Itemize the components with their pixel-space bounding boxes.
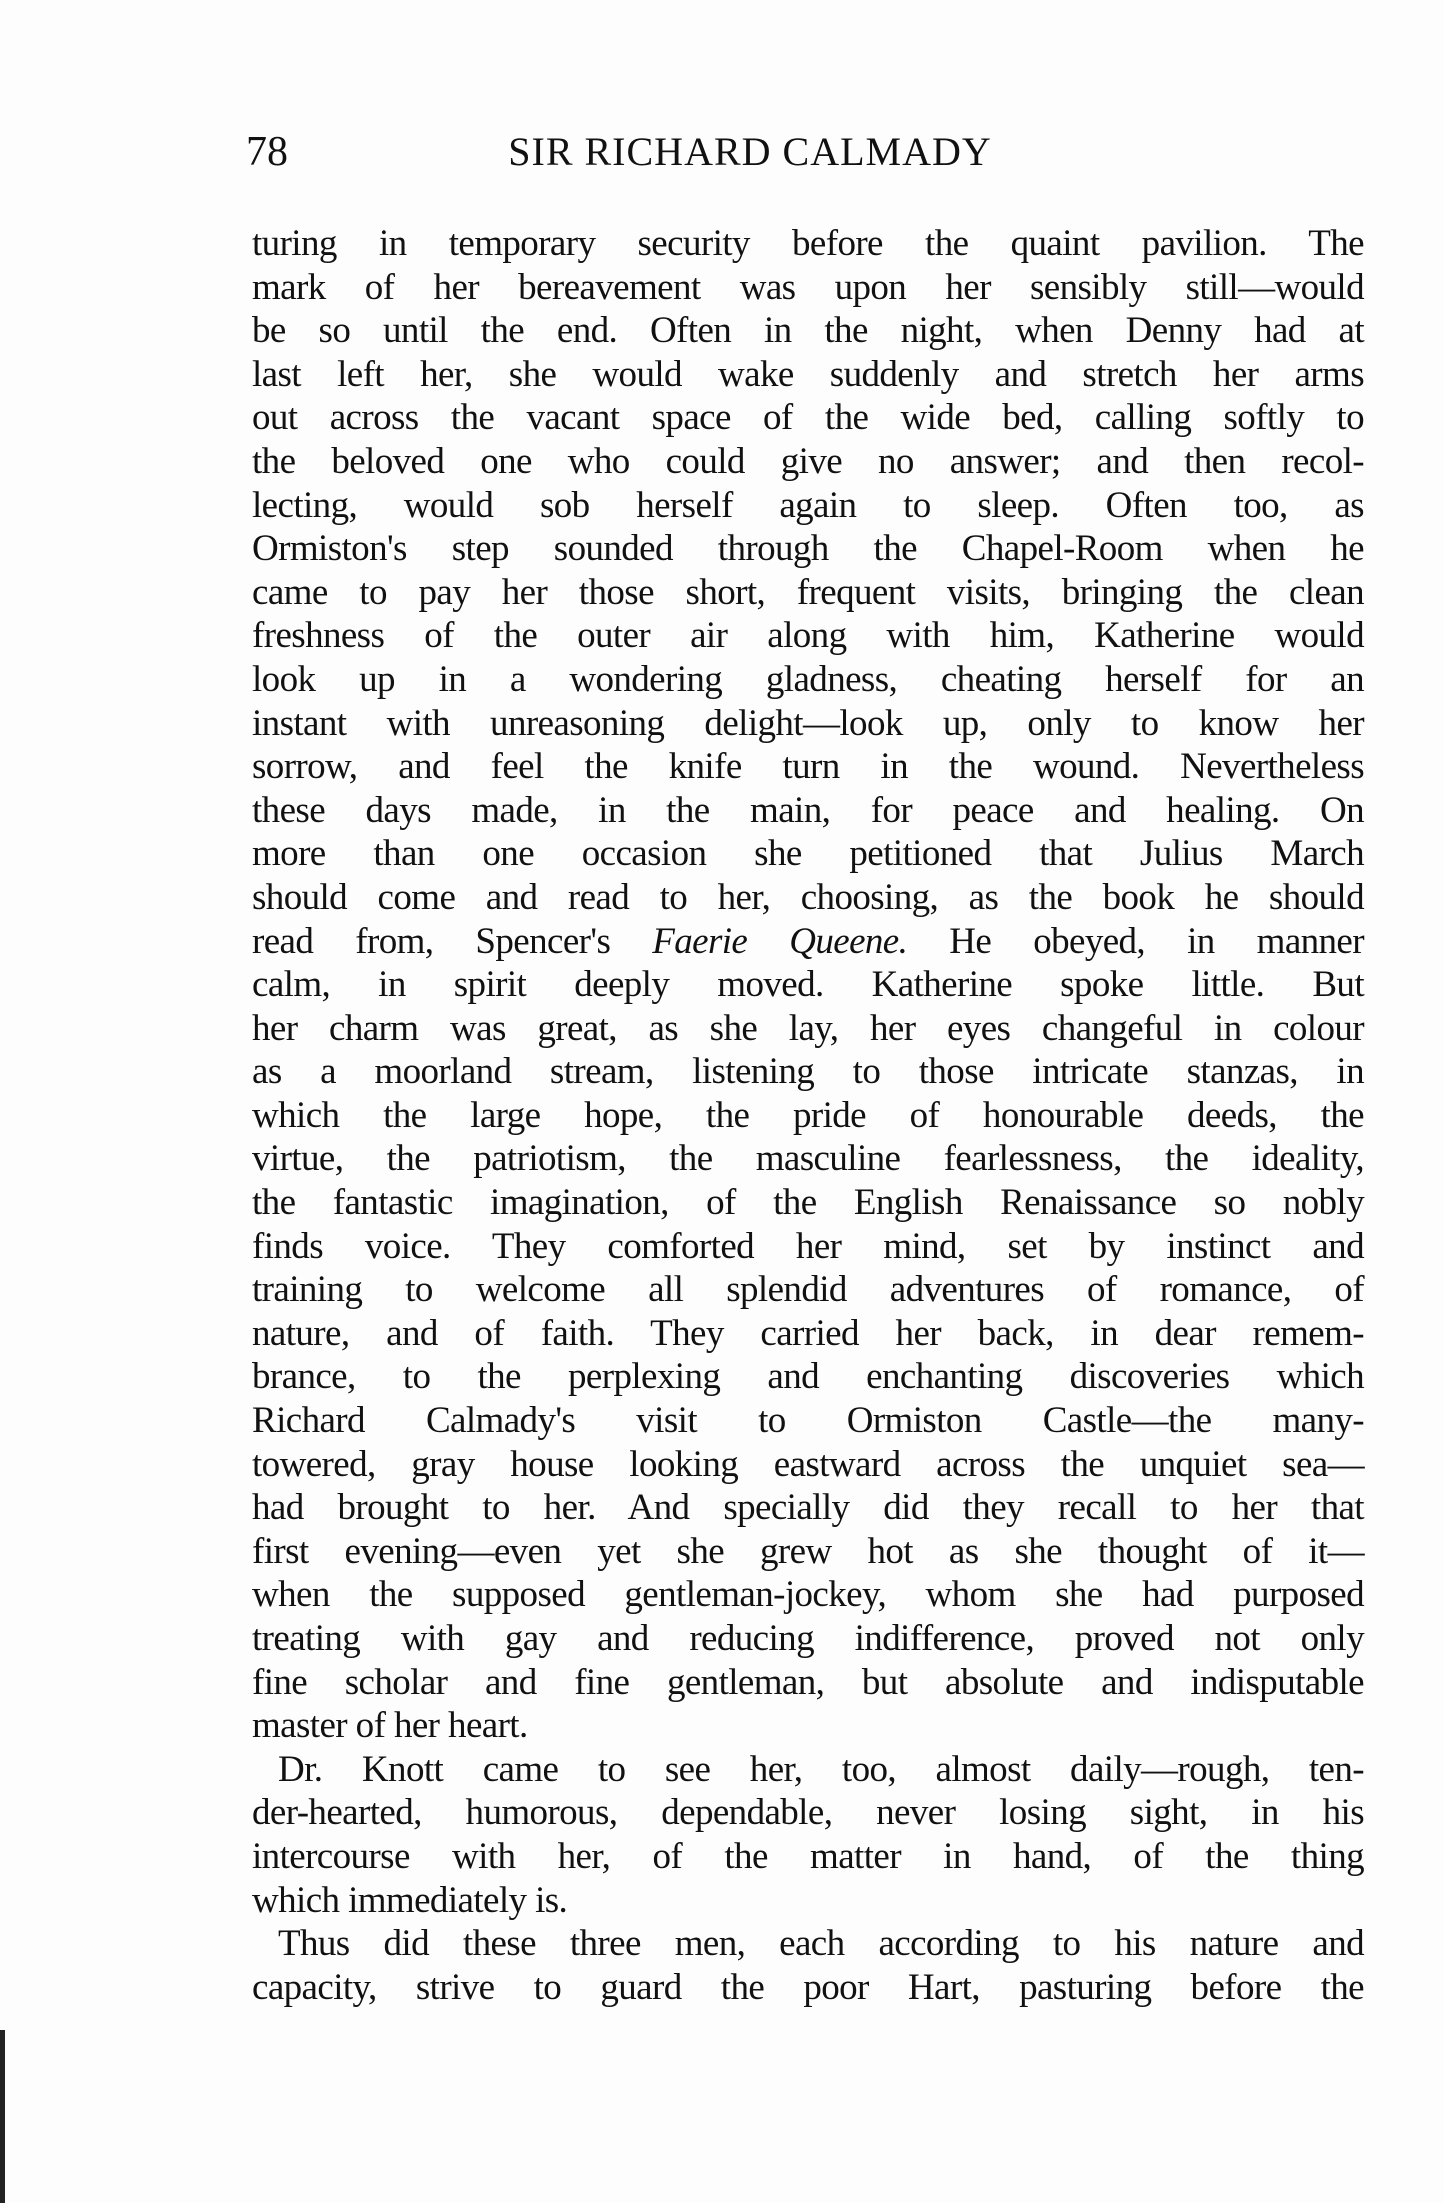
text-line: mark of her bereavement was upon her sensibly still—would [252, 266, 1364, 308]
text-line: calm, in spirit deeply moved. Katherine spoke little. But [252, 964, 1364, 1006]
text-line: her charm was great, as she lay, her eyes changeful in colour [252, 1007, 1364, 1049]
text-line: Ormiston's step sounded through the Chapel-Room when he [252, 528, 1364, 570]
page-number: 78 [246, 129, 288, 175]
text-line: which immediately is. [252, 1879, 568, 1921]
text-line: first evening—even yet she grew hot as she thought of it— [252, 1530, 1364, 1572]
text-line: instant with unreasoning delight—look up, only to know her [252, 702, 1364, 744]
text-line: which the large hope, the pride of honourable deeds, the [252, 1094, 1364, 1136]
text-line: should come and read to her, choosing, as the book he should [252, 876, 1364, 918]
text-line: lecting, would sob herself again to sleep. Often too, as [252, 484, 1364, 526]
text-line: brance, to the perplexing and enchanting discoveries which [252, 1356, 1364, 1398]
text-line: came to pay her those short, frequent visits, bringing the clean [252, 571, 1364, 613]
text-segment: He obeyed, in manner [907, 920, 1364, 962]
text-line: the fantastic imagination, of the English Renaissance so nobly [252, 1182, 1364, 1224]
text-line: virtue, the patriotism, the masculine fearlessness, the ideality, [252, 1138, 1364, 1180]
text-line: when the supposed gentleman-jockey, whom she had purposed [252, 1574, 1364, 1616]
text-line: towered, gray house looking eastward across the unquiet sea— [252, 1443, 1364, 1485]
text-line: freshness of the outer air along with him, Katherine would [252, 615, 1364, 657]
text-line: look up in a wondering gladness, cheating herself for an [252, 658, 1364, 700]
text-line: as a moorland stream, listening to those intricate stanzas, in [252, 1051, 1364, 1093]
text-line: be so until the end. Often in the night, when Denny had at [252, 310, 1364, 352]
text-line: capacity, strive to guard the poor Hart, pasturing before the [252, 1966, 1364, 2008]
text-line: the beloved one who could give no answer; and then recol- [252, 440, 1364, 482]
text-line: Dr. Knott came to see her, too, almost daily—rough, ten- [278, 1748, 1364, 1790]
text-line: intercourse with her, of the matter in hand, of the thing [252, 1835, 1364, 1877]
running-title: SIR RICHARD CALMADY [508, 129, 992, 174]
text-line: master of her heart. [252, 1705, 528, 1747]
text-line: these days made, in the main, for peace and healing. On [252, 789, 1364, 831]
text-line: nature, and of faith. They carried her back, in dear remem- [252, 1312, 1364, 1354]
text-line: finds voice. They comforted her mind, set by instinct and [252, 1225, 1364, 1267]
text-line: der-hearted, humorous, dependable, never losing sight, in his [252, 1792, 1364, 1834]
body-text [252, 222, 1364, 2009]
page-header [246, 128, 1364, 188]
text-line: treating with gay and reducing indifference, proved not only [252, 1618, 1364, 1659]
text-line [252, 920, 1364, 964]
book-title-italic: Faerie Queene. [652, 920, 908, 962]
text-line: Thus did these three men, each according to his nature and [278, 1923, 1364, 1965]
text-line: out across the vacant space of the wide bed, calling softly to [252, 397, 1364, 439]
text-line: had brought to her. And specially did they recall to her that [252, 1487, 1364, 1529]
text-line: sorrow, and feel the knife turn in the wound. Nevertheless [252, 746, 1364, 788]
text-line: training to welcome all splendid adventures of romance, of [252, 1269, 1364, 1311]
text-segment: read from, Spencer's [252, 920, 653, 962]
scan-edge [0, 2030, 5, 2203]
text-line: turing in temporary security before the quaint pavilion. The [252, 223, 1364, 264]
text-line: Richard Calmady's visit to Ormiston Castle—the many- [252, 1400, 1364, 1442]
text-line: fine scholar and fine gentleman, but absolute and indisputable [252, 1661, 1364, 1703]
text-line: more than one occasion she petitioned that Julius March [252, 833, 1364, 875]
text-line: last left her, she would wake suddenly and stretch her arms [252, 353, 1364, 395]
